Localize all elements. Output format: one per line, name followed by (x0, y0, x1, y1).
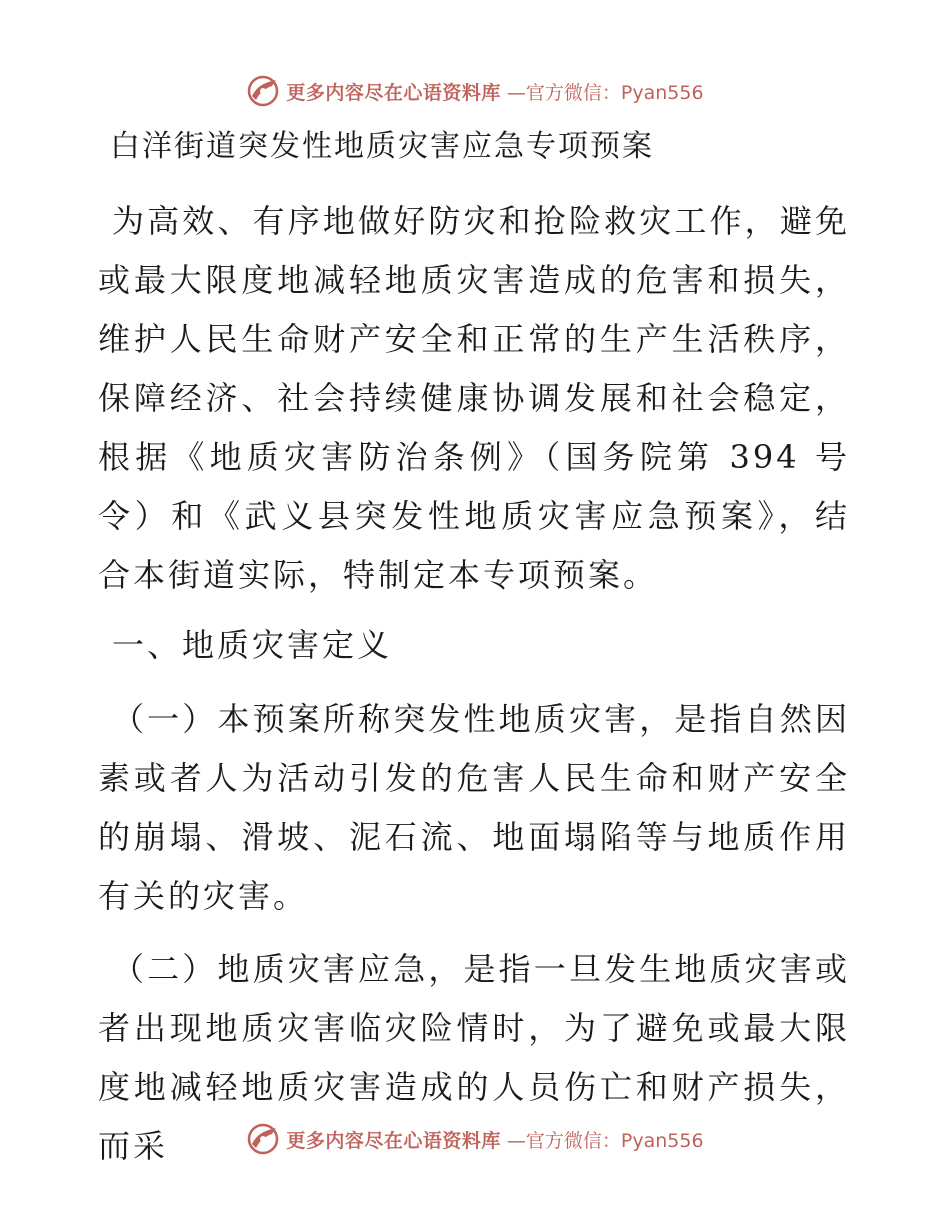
document-title: 白洋街道突发性地质灾害应急专项预案 (110, 129, 654, 164)
watermark-banner-bottom (0, 1119, 950, 1159)
watermark-main-text: 更多内容尽在心语资料库 (286, 81, 501, 104)
pen-logo-icon (246, 74, 280, 108)
intro-paragraph: 为高效、有序地做好防灾和抢险救灾工作，避免或最大限度地减轻地质灾害造成的危害和损失，维护人民生命财产安全和正常的生产生活秩序，保障经济、社会持续健康协调发展和社会稳定，根据《地质灾害防治条例》（国务院第 394 号令）和《武义县突发性地质灾害应急预案》，结合本街道实际，特制定本专项预案。 (98, 202, 850, 594)
definition-paragraph-1: （一）本预案所称突发性地质灾害，是指自然因素或者人为活动引发的危害人民生命和财产安全的崩塌、滑坡、泥石流、地面塌陷等与地质作用有关的灾害。 (98, 700, 850, 915)
watermark-main-text: 更多内容尽在心语资料库 (286, 1129, 501, 1152)
watermark-banner-top (0, 71, 950, 111)
definition-paragraph-2: （二）地质灾害应急，是指一旦发生地质灾害或者出现地质灾害临灾险情时，为了避免或最大限度地减轻地质灾害造成的人员伤亡和财产损失，而采 (98, 950, 850, 1165)
pen-logo-icon (246, 1122, 280, 1156)
watermark-sub-text: —官方微信：Pyan556 (506, 81, 704, 104)
section-heading-definition: 一、地质灾害定义 (112, 626, 393, 664)
watermark-sub-text: —官方微信：Pyan556 (506, 1129, 704, 1152)
